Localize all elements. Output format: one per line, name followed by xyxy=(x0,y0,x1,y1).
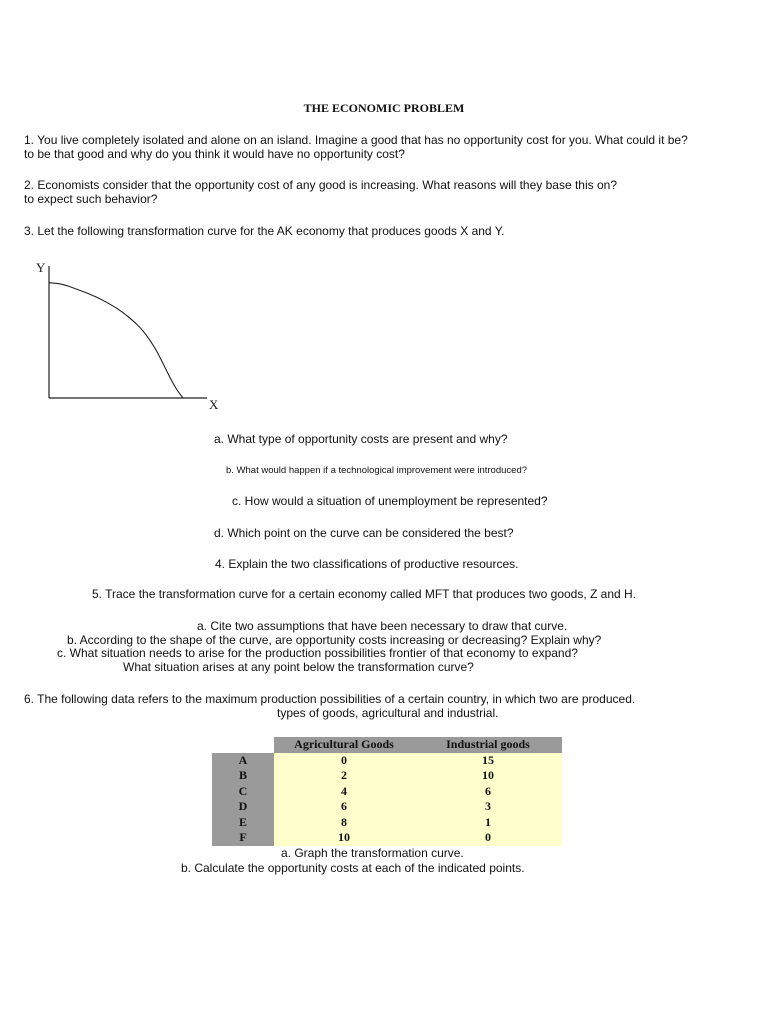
table-row xyxy=(212,830,562,846)
question-6-line-2: types of goods, agricultural and industrial. xyxy=(277,706,499,720)
row-label: E xyxy=(212,815,274,831)
header-industrial-goods: Industrial goods xyxy=(414,737,562,753)
question-5c: c. What situation needs to arise for the production possibilities frontier of that economy to expand? xyxy=(57,646,578,660)
industrial-value: 3 xyxy=(414,799,562,815)
table-row xyxy=(212,753,562,769)
question-3: 3. Let the following transformation curve for the AK economy that produces goods X and Y. xyxy=(24,224,505,238)
question-6b: b. Calculate the opportunity costs at each of the indicated points. xyxy=(181,861,525,875)
agricultural-value: 10 xyxy=(274,830,414,846)
question-5: 5. Trace the transformation curve for a certain economy called MFT that produces two goods, Z and H. xyxy=(92,587,637,601)
page-title: THE ECONOMIC PROBLEM xyxy=(303,101,465,115)
industrial-value: 10 xyxy=(414,768,562,784)
question-1-line-1: 1. You live completely isolated and alone on an island. Imagine a good that has no opportunity cost for you. What could it be? xyxy=(24,133,688,147)
row-label: F xyxy=(212,830,274,846)
industrial-value: 1 xyxy=(414,815,562,831)
question-5b: b. According to the shape of the curve, are opportunity costs increasing or decreasing? Explain why? xyxy=(67,633,602,647)
row-label: D xyxy=(212,799,274,815)
industrial-value: 6 xyxy=(414,784,562,800)
question-5d: What situation arises at any point below the transformation curve? xyxy=(123,660,474,674)
table-row xyxy=(212,784,562,800)
question-5a: a. Cite two assumptions that have been necessary to draw that curve. xyxy=(197,619,568,633)
industrial-value: 15 xyxy=(414,753,562,769)
row-label: B xyxy=(212,768,274,784)
agricultural-value: 0 xyxy=(274,753,414,769)
question-3d: d. Which point on the curve can be considered the best? xyxy=(214,526,514,540)
agricultural-value: 6 xyxy=(274,799,414,815)
agricultural-value: 4 xyxy=(274,784,414,800)
agricultural-value: 8 xyxy=(274,815,414,831)
production-possibility-curve xyxy=(49,283,183,398)
table-header-row xyxy=(212,737,562,753)
row-label: C xyxy=(212,784,274,800)
y-axis-label: Y xyxy=(36,260,46,275)
question-3b: b. What would happen if a technological improvement were introduced? xyxy=(226,465,528,476)
industrial-value: 0 xyxy=(414,830,562,846)
table-corner xyxy=(212,737,274,753)
row-label: A xyxy=(212,753,274,769)
question-4: 4. Explain the two classifications of productive resources. xyxy=(215,557,519,571)
table-row xyxy=(212,768,562,784)
question-3a: a. What type of opportunity costs are present and why? xyxy=(214,432,508,446)
question-2-line-1: 2. Economists consider that the opportunity cost of any good is increasing. What reasons will they base this on? xyxy=(24,178,617,192)
question-3c: c. How would a situation of unemployment be represented? xyxy=(232,494,548,508)
table-row xyxy=(212,799,562,815)
production-table xyxy=(212,737,562,846)
agricultural-value: 2 xyxy=(274,768,414,784)
question-6-line-1: 6. The following data refers to the maximum production possibilities of a certain country, in which two are produced. xyxy=(24,692,636,706)
question-1-line-2: to be that good and why do you think it would have no opportunity cost? xyxy=(24,147,405,161)
question-6a: a. Graph the transformation curve. xyxy=(281,846,464,860)
x-axis-label: X xyxy=(209,397,219,412)
header-agricultural-goods: Agricultural Goods xyxy=(274,737,414,753)
question-2-line-2: to expect such behavior? xyxy=(24,192,158,206)
table-row xyxy=(212,815,562,831)
